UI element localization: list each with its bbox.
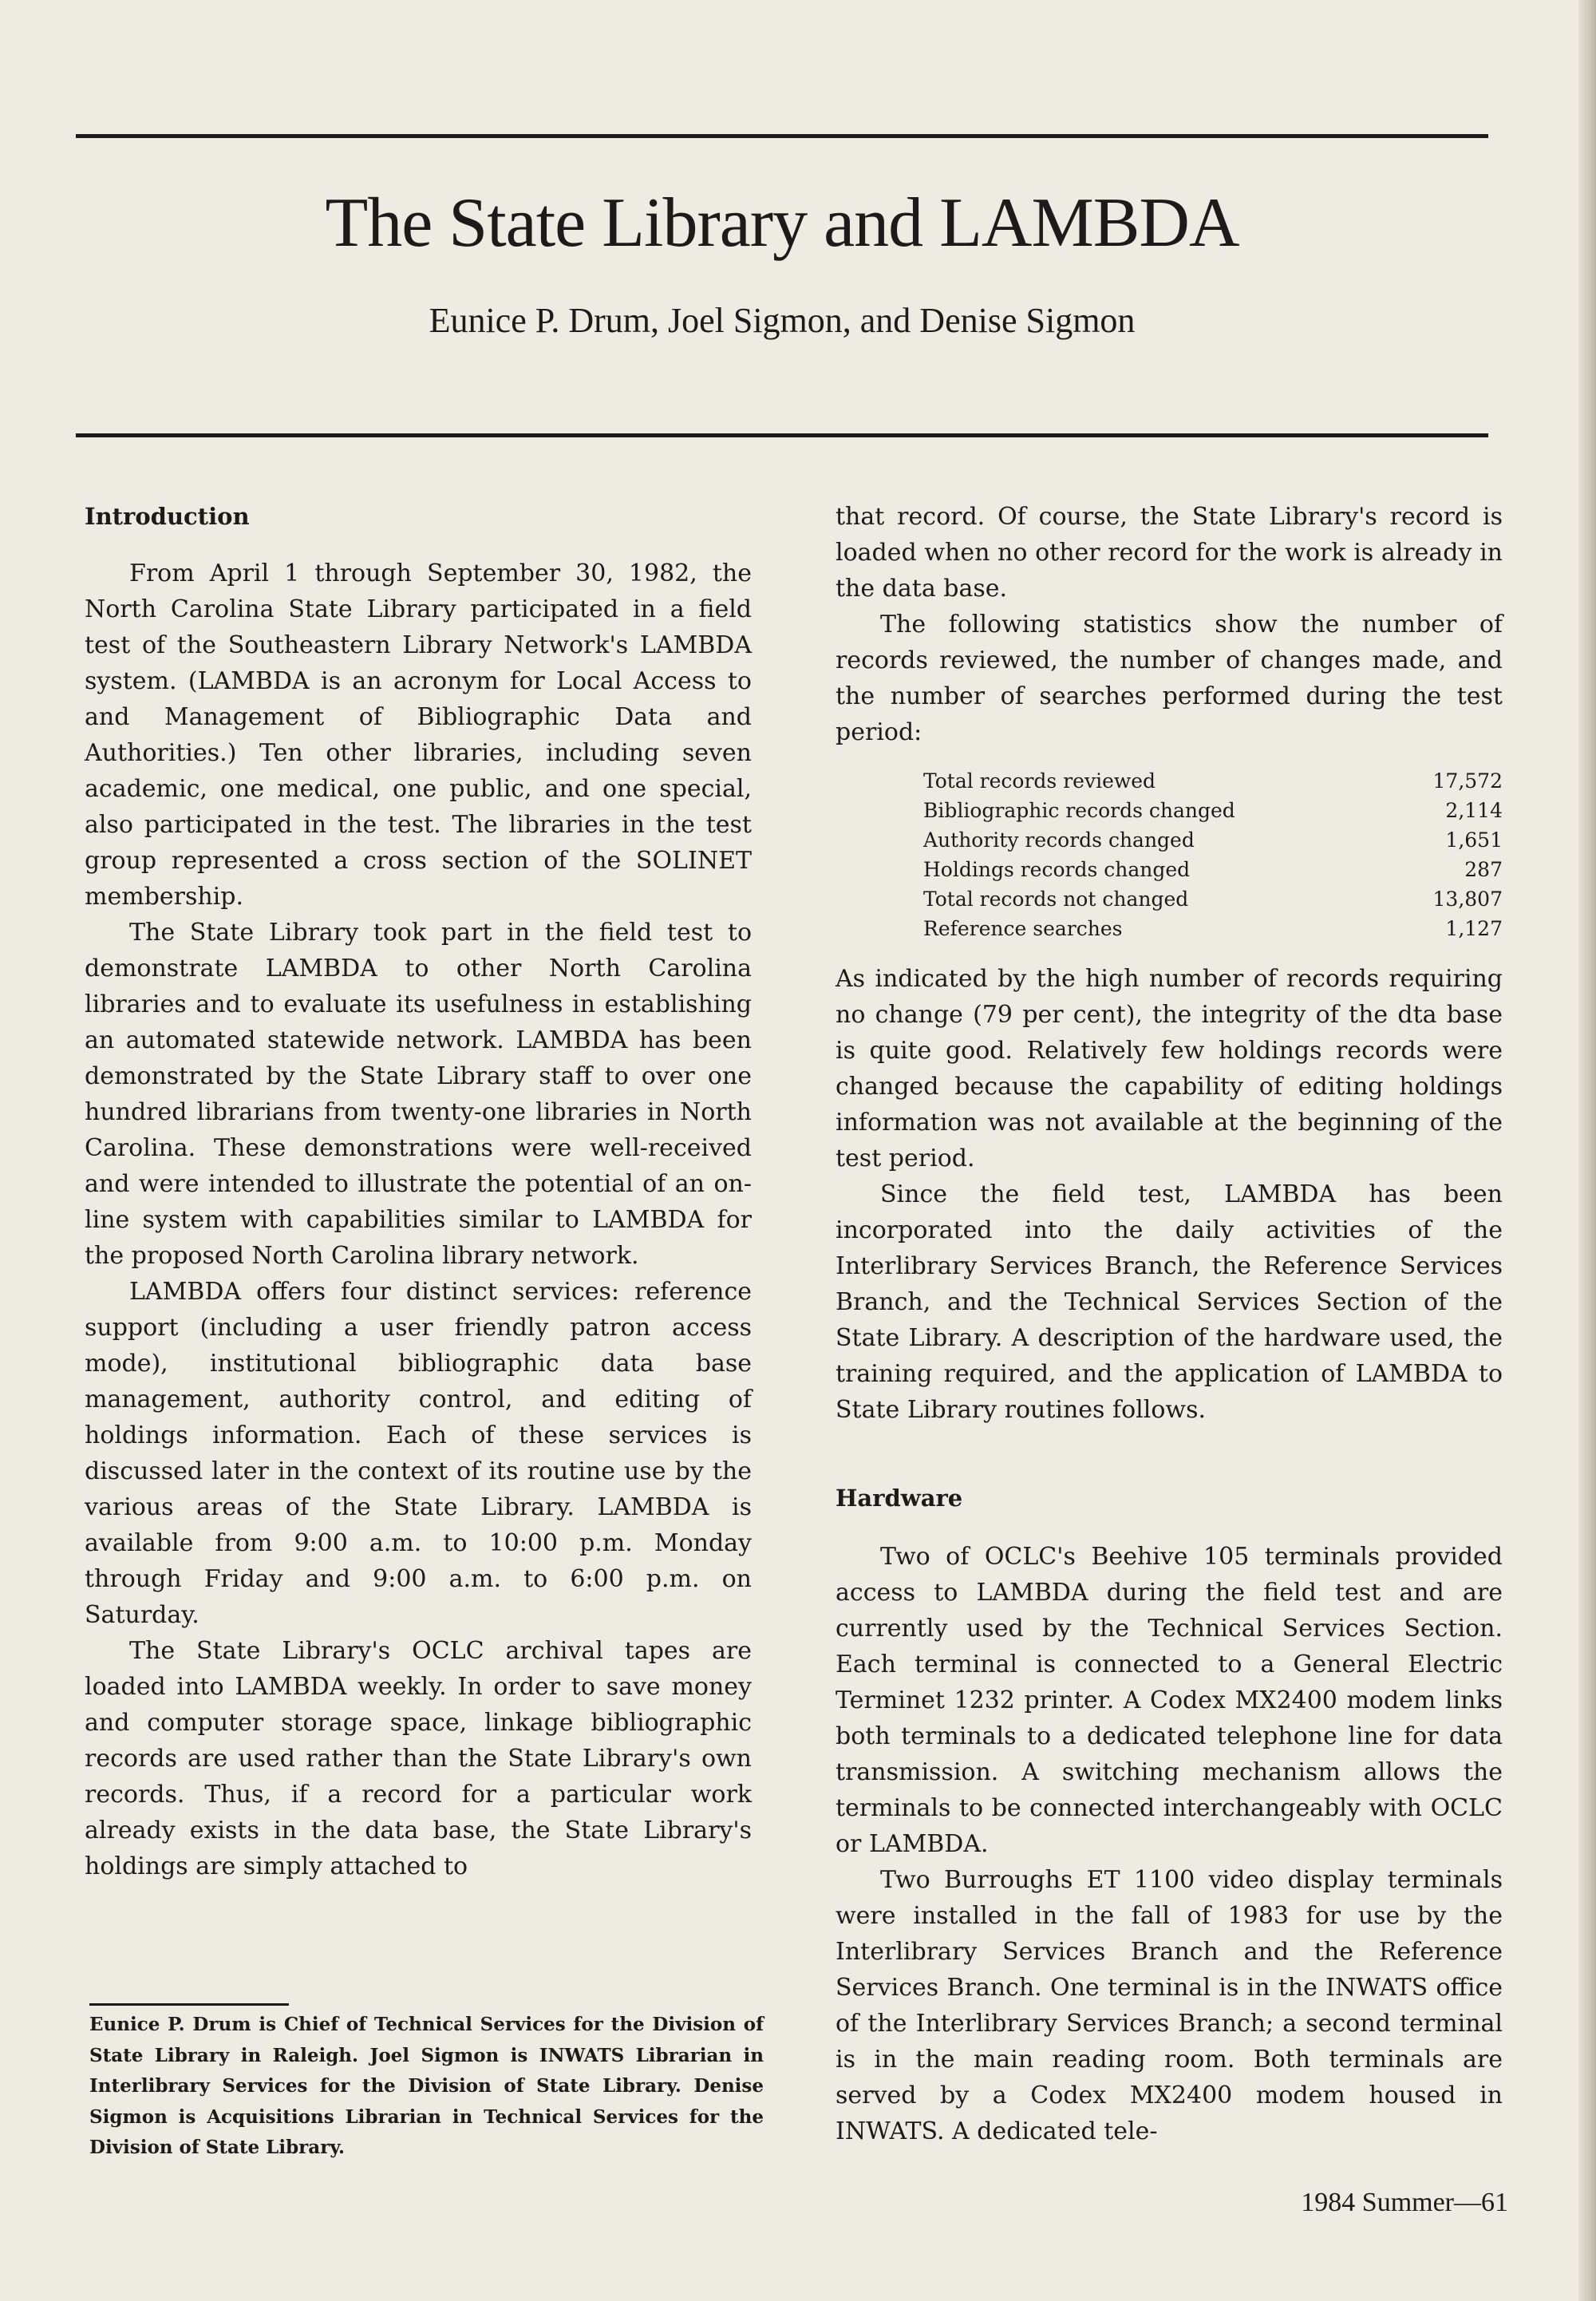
table-row	[923, 766, 1503, 796]
right-column	[836, 499, 1503, 2149]
introduction-heading: Introduction	[85, 503, 250, 530]
statistics-table	[923, 766, 1503, 943]
intro-paragraph-2: The State Library took part in the field test to demonstrate LAMBDA to other North Carolina libraries and to evaluate its usefulness in establishing an automated statewide network. LAMBDA has been demonstrated by the State Library staff to over one hundred librarians from twenty-one libraries in North Carolina. These demonstrations were well-received and were intended to illustrate the potential of an on-line system with capabilities similar to LAMBDA for the proposed North Carolina library network.	[85, 919, 752, 1270]
intro-paragraph-3: LAMBDA offers four distinct services: reference support (including a user friendly patron access mode), institutional bibliographic data base management, authority control, and editing of holdings information. Each of these services is discussed later in the context of its routine use by the various areas of the State Library. LAMBDA is available from 9:00 a.m. to 10:00 p.m. Monday through Friday and 9:00 a.m. to 6:00 p.m. on Saturday.	[85, 1278, 752, 1629]
stat-value: 1,127	[1445, 917, 1503, 940]
right-paragraph-4: Since the field test, LAMBDA has been incorporated into the daily activities of the Interlibrary Services Branch, the Reference Services Branch, and the Technical Services Section of the State Library. A description of the hardware used, the training required, and the application of LAMBDA to State Library routines follows.	[836, 1180, 1503, 1424]
stat-value: 13,807	[1432, 888, 1503, 911]
stat-label: Bibliographic records changed	[923, 799, 1235, 822]
left-column	[85, 499, 752, 1884]
table-row	[923, 855, 1503, 884]
intro-paragraph-1: From April 1 through September 30, 1982, the North Carolina State Library participated in a field test of the Southeastern Library Network's LAMBDA system. (LAMBDA is an acronym for Local Access to and Management of Bibliographic Data and Authorities.) Ten other libraries, including seven academic, one medical, one public, and one special, also participated in the test. The libraries in the test group represented a cross section of the SOLINET membership.	[85, 559, 752, 911]
page-edge	[1578, 0, 1596, 2301]
statistics-table-wrap	[836, 766, 1503, 943]
intro-paragraph-4: The State Library's OCLC archival tapes are loaded into LAMBDA weekly. In order to save money and computer storage space, linkage bibliographic records are used rather than the State Library's own records. Thus, if a record for a particular work already exists in the data base, the State Library's holdings are simply attached to	[85, 1637, 752, 1880]
article-title: The State Library and LAMBDA	[325, 184, 1239, 262]
table-row	[923, 884, 1503, 914]
stat-value: 1,651	[1445, 828, 1503, 852]
table-row	[923, 796, 1503, 825]
author-footnote: Eunice P. Drum is Chief of Technical Services for the Division of State Library in Raleigh. Joel Sigmon is INWATS Librarian in Interlibrary Services for the Division of State Library. Denise Sigmon is Acquisitions Librarian in Technical Services for the Division of State Library.	[89, 2014, 764, 2158]
footnote-rule	[89, 2003, 289, 2006]
stat-value: 2,114	[1445, 799, 1503, 822]
title-top-rule	[76, 134, 1488, 138]
table-row	[923, 914, 1503, 943]
stat-value: 17,572	[1432, 769, 1503, 793]
hardware-paragraph-1: Two of OCLC's Beehive 105 terminals provided access to LAMBDA during the field test and are currently used by the Technical Services Section. Each terminal is connected to a General Electric Terminet 1232 printer. A Codex MX2400 modem links both terminals to a dedicated telephone line for data transmission. A switching mechanism allows the terminals to be connected interchangeably with OCLC or LAMBDA.	[836, 1543, 1503, 1858]
hardware-heading: Hardware	[836, 1485, 963, 1512]
stat-label: Authority records changed	[923, 828, 1195, 852]
table-row	[923, 825, 1503, 855]
article-authors: Eunice P. Drum, Joel Sigmon, and Denise Sigmon	[429, 301, 1136, 340]
stat-label: Total records not changed	[923, 888, 1189, 911]
title-bottom-rule	[76, 433, 1488, 437]
page-folio: 1984 Summer—61	[1301, 2188, 1508, 2217]
right-paragraph-3: As indicated by the high number of records requiring no change (79 per cent), the integrity of the dta base is quite good. Relatively few holdings records were changed because the capability of editing holdings information was not available at the beginning of the test period.	[836, 965, 1503, 1172]
right-paragraph-1: that record. Of course, the State Library's record is loaded when no other record for the work is already in the data base.	[836, 503, 1503, 603]
stat-label: Total records reviewed	[923, 769, 1156, 793]
right-paragraph-2: The following statistics show the number of records reviewed, the number of changes made, and the number of searches performed during the test period:	[836, 611, 1503, 746]
stat-label: Reference searches	[923, 917, 1123, 940]
hardware-paragraph-2: Two Burroughs ET 1100 video display terminals were installed in the fall of 1983 for use by the Interlibrary Services Branch and the Reference Services Branch. One terminal is in the INWATS office of the Interlibrary Services Branch; a second terminal is in the main reading room. Both terminals are served by a Codex MX2400 modem housed in INWATS. A dedicated tele-	[836, 1866, 1503, 2145]
stat-label: Holdings records changed	[923, 858, 1191, 881]
stat-value: 287	[1464, 858, 1503, 881]
